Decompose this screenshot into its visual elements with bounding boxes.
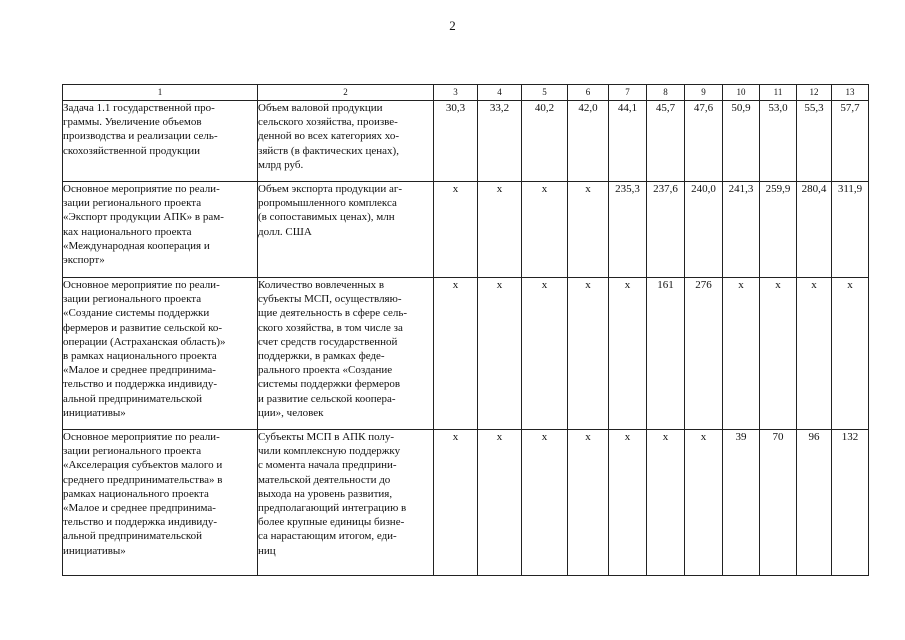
column-header: 10	[723, 85, 760, 101]
value-cell: 42,0	[568, 101, 609, 182]
value-cell: x	[522, 278, 568, 430]
value-cell: x	[609, 430, 647, 576]
column-header: 6	[568, 85, 609, 101]
value-cell: 311,9	[832, 182, 869, 278]
value-cell: 280,4	[797, 182, 832, 278]
value-cell: x	[434, 182, 478, 278]
column-header: 3	[434, 85, 478, 101]
value-cell: 237,6	[647, 182, 685, 278]
column-header: 1	[63, 85, 258, 101]
value-cell: 45,7	[647, 101, 685, 182]
page-number: 2	[449, 18, 456, 33]
task-cell: Задача 1.1 государственной про- граммы. Увеличение объемов производства и реализации сель- скохозяйственной продукции	[63, 101, 258, 182]
task-cell: Основное мероприятие по реали- зации регионального проекта «Экспорт продукции АПК» в рам- ках национального проекта «Международная кооперация и экспорт»	[63, 182, 258, 278]
task-cell: Основное мероприятие по реали- зации регионального проекта «Акселерация субъектов малого и среднего предпринимательства» в рамках национального проекта «Малое и среднее предпринима- тельство и поддержка индивиду- альной предпринимательской инициативы»	[63, 430, 258, 576]
value-cell: 39	[723, 430, 760, 576]
column-header: 13	[832, 85, 869, 101]
table-row	[63, 182, 869, 278]
value-cell: x	[568, 182, 609, 278]
value-cell: x	[568, 278, 609, 430]
value-cell: 259,9	[760, 182, 797, 278]
value-cell: x	[647, 430, 685, 576]
value-cell: 132	[832, 430, 869, 576]
value-cell: x	[478, 430, 522, 576]
value-cell: 30,3	[434, 101, 478, 182]
value-cell: x	[723, 278, 760, 430]
indicator-cell: Объем экспорта продукции аг- ропромышленного комплекса (в сопоставимых ценах), млн долл. США	[258, 182, 434, 278]
value-cell: x	[478, 278, 522, 430]
value-cell: x	[522, 182, 568, 278]
value-cell: 70	[760, 430, 797, 576]
value-cell: 53,0	[760, 101, 797, 182]
value-cell: 55,3	[797, 101, 832, 182]
column-header: 7	[609, 85, 647, 101]
indicators-table	[62, 84, 869, 576]
value-cell: x	[478, 182, 522, 278]
value-cell: x	[434, 430, 478, 576]
value-cell: 33,2	[478, 101, 522, 182]
value-cell: 57,7	[832, 101, 869, 182]
value-cell: 96	[797, 430, 832, 576]
indicator-cell: Объем валовой продукции сельского хозяйства, произве- денной во всех категориях хо- зяйств (в фактических ценах), млрд руб.	[258, 101, 434, 182]
value-cell: 241,3	[723, 182, 760, 278]
value-cell: 240,0	[685, 182, 723, 278]
value-cell: 161	[647, 278, 685, 430]
indicator-cell: Субъекты МСП в АПК полу- чили комплексную поддержку с момента начала предприни- мательской деятельности до выхода на уровень развития, предполагающий интеграцию в более крупные единицы бизне- са нарастающим итогом, еди- ниц	[258, 430, 434, 576]
value-cell: x	[609, 278, 647, 430]
value-cell: x	[434, 278, 478, 430]
value-cell: 44,1	[609, 101, 647, 182]
value-cell: 235,3	[609, 182, 647, 278]
column-header: 12	[797, 85, 832, 101]
value-cell: x	[522, 430, 568, 576]
value-cell: x	[832, 278, 869, 430]
column-header: 11	[760, 85, 797, 101]
table-header-row	[63, 85, 869, 101]
column-header: 9	[685, 85, 723, 101]
table-row	[63, 101, 869, 182]
value-cell: 40,2	[522, 101, 568, 182]
value-cell: x	[797, 278, 832, 430]
task-cell: Основное мероприятие по реали- зации регионального проекта «Создание системы поддержки фермеров и развитие сельской ко- операции (Астраханская область)» в рамках национального проекта «Малое и среднее предпринима- тельство и поддержка индивиду- альной предпринимательской инициативы»	[63, 278, 258, 430]
value-cell: x	[568, 430, 609, 576]
value-cell: 50,9	[723, 101, 760, 182]
value-cell: x	[760, 278, 797, 430]
value-cell: 276	[685, 278, 723, 430]
column-header: 5	[522, 85, 568, 101]
value-cell: 47,6	[685, 101, 723, 182]
value-cell: x	[685, 430, 723, 576]
table-row	[63, 430, 869, 576]
indicator-cell: Количество вовлеченных в субъекты МСП, осуществляю- щие деятельность в сфере сель- ского хозяйства, в том числе за счет средств государственной поддержки, в рамках феде- рального проекта «Создание системы поддержки фермеров и развитие сельской коопера- ции», человек	[258, 278, 434, 430]
column-header: 4	[478, 85, 522, 101]
table-row	[63, 278, 869, 430]
column-header: 2	[258, 85, 434, 101]
column-header: 8	[647, 85, 685, 101]
